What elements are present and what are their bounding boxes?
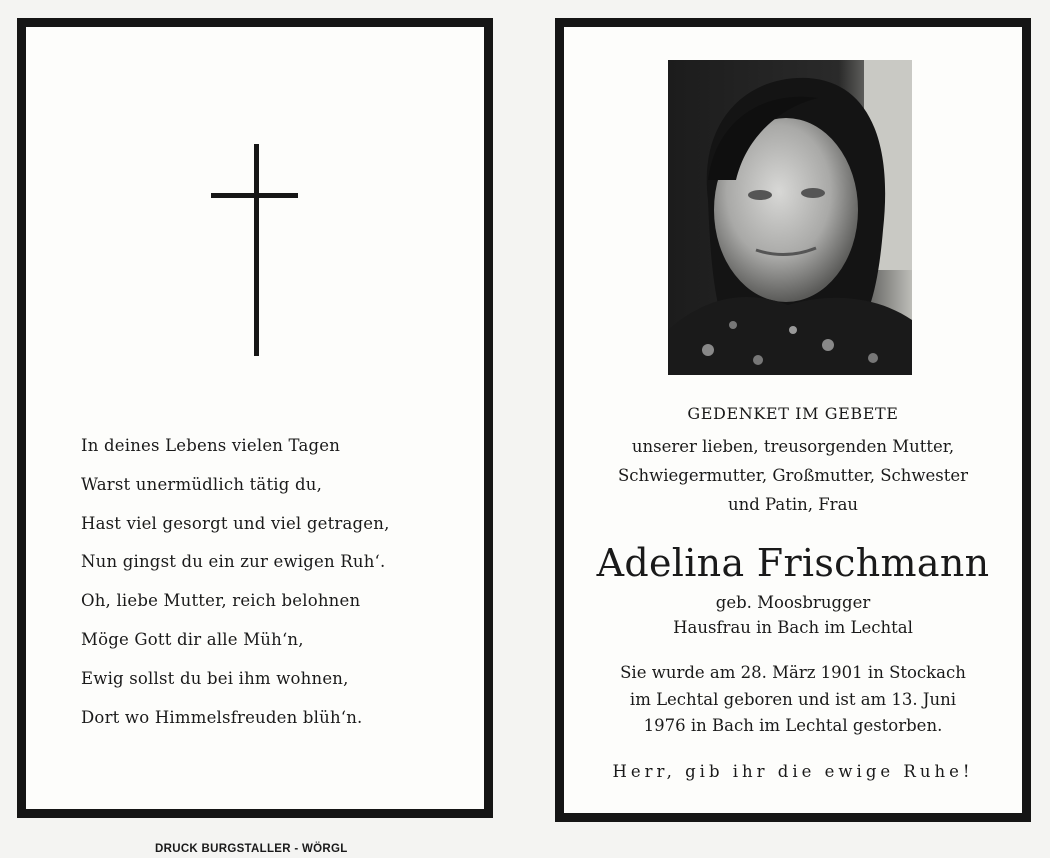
cross-icon-crossbar [211,193,298,198]
maiden-name: geb. Moosbrugger [715,593,871,612]
memorial-poem [81,427,481,737]
bio-line: Sie wurde am 28. März 1901 in Stockach [620,663,966,682]
deceased-name: Adelina Frischmann [596,541,990,585]
portrait-photo [668,60,912,375]
poem-line: Warst unermüdlich tätig du, [81,474,323,494]
poem-line: Hast viel gesorgt und viel getragen, [81,513,390,533]
printer-credit: DRUCK BURGSTALLER - WÖRGL [155,843,348,855]
description-line: Schwiegermutter, Großmutter, Schwester [617,466,969,485]
poem-line: In deines Lebens vielen Tagen [81,436,341,455]
description-line: und Patin, Frau [727,495,859,514]
poem-line: Dort wo Himmelsfreuden blüh‘n. [81,707,363,727]
bio-line: im Lechtal geboren und ist am 13. Juni [629,689,957,709]
poem-line: Ewig sollst du bei ihm wohnen, [81,668,349,688]
description [564,432,1022,519]
description-line: unserer lieben, treusorgenden Mutter, [631,437,955,456]
bio-line: 1976 in Bach im Lechtal gestorben. [643,716,943,735]
occupation: Hausfrau in Bach im Lechtal [673,618,913,637]
memorial-card-right [555,18,1031,822]
poem-line: Möge Gott dir alle Müh‘n, [81,629,304,649]
poem-line: Oh, liebe Mutter, reich belohnen [81,591,361,611]
poem-line: Nun gingst du ein zur ewigen Ruh‘. [81,552,386,572]
memorial-card-left [17,18,493,818]
cross-icon [254,144,259,356]
prayer: Herr, gib ihr die ewige Ruhe! [612,762,974,781]
heading: GEDENKET IM GEBETE [687,404,899,423]
biography [564,660,1022,740]
